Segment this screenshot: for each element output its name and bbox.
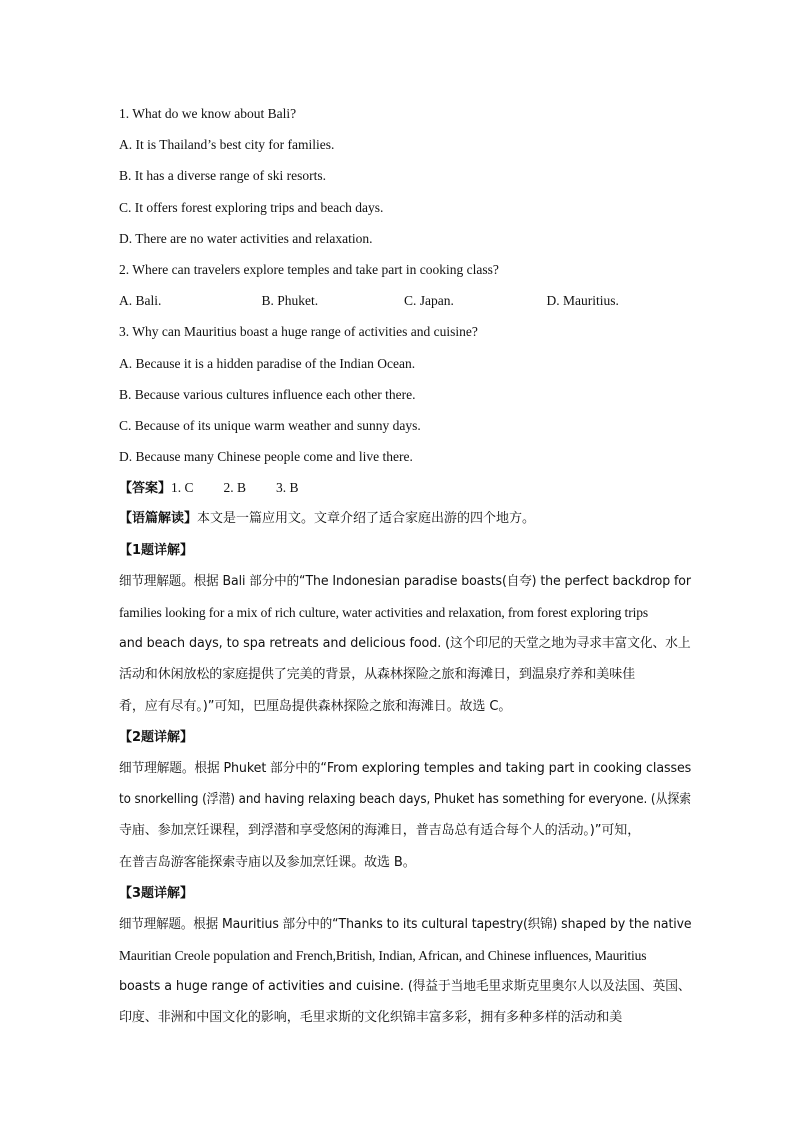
answer-item-2: 2. B xyxy=(223,480,247,496)
answer-item-1: 1. C xyxy=(171,480,194,496)
answer-label: 【答案】 xyxy=(119,481,172,497)
question-3-stem: 3. Why can Mauritius boast a huge range of activities and cuisine? xyxy=(119,324,478,340)
explanation-1-line-1: 细节理解题。根据 Bali 部分中的“The Indonesian paradise boasts(自夸) the perfect backdrop for xyxy=(119,573,691,589)
reading-line xyxy=(119,507,689,538)
explanation-2-line-4: 在普吉岛游客能探索寺庙以及参加烹饪课。故选 B。 xyxy=(119,854,416,870)
question-3-option-a: A. Because it is a hidden paradise of the Indian Ocean. xyxy=(119,355,416,371)
reading-label: 【语篇解读】 xyxy=(119,511,198,527)
question-2-option-a: A. Bali. xyxy=(119,293,162,309)
answer-item-3: 3. B xyxy=(276,480,299,496)
explanation-1-line-5: 肴，应有尽有。)”可知，巴厘岛提供森林探险之旅和海滩日。故选 C。 xyxy=(119,698,512,714)
question-1-option-d: D. There are no water activities and relaxation. xyxy=(119,230,373,246)
question-3-option-d: D. Because many Chinese people come and live there. xyxy=(119,449,413,465)
explanation-1-heading: 【1题详解】 xyxy=(119,542,194,558)
explanation-2-line-2: to snorkelling (浮潜) and having relaxing beach days, Phuket has something for everyone. (从探索 xyxy=(119,792,692,808)
explanation-1-line-3: and beach days, to spa retreats and delicious food. (这个印尼的天堂之地为寻求丰富文化、水上 xyxy=(119,636,691,652)
document-content xyxy=(119,102,692,1038)
explanation-3-line-4: 印度、非洲和中国文化的影响，毛里求斯的文化织锦丰富多彩，拥有多种多样的活动和美 xyxy=(119,1010,623,1026)
answer-line xyxy=(119,476,689,507)
question-1-option-b: B. It has a diverse range of ski resorts. xyxy=(119,168,326,184)
question-2-option-d: D. Mauritius. xyxy=(546,293,619,309)
reading-text: 本文是一篇应用文。文章介绍了适合家庭出游的四个地方。 xyxy=(197,511,536,527)
explanation-1-line-2: families looking for a mix of rich culture, water activities and relaxation, from forest exploring trips xyxy=(119,605,649,620)
question-1-option-c: C. It offers forest exploring trips and beach days. xyxy=(119,199,384,215)
explanation-3-line-3: boasts a huge range of activities and cuisine. (得益于当地毛里求斯克里奥尔人以及法国、英国、 xyxy=(119,979,691,995)
explanation-2-heading: 【2题详解】 xyxy=(119,729,194,745)
question-3-option-b: B. Because various cultures influence each other there. xyxy=(119,386,416,402)
question-2-option-b: B. Phuket. xyxy=(261,293,319,309)
question-2-options xyxy=(119,289,689,320)
explanation-1-line-4: 活动和休闲放松的家庭提供了完美的背景，从森林探险之旅和海滩日，到温泉疗养和美味佳 xyxy=(119,667,636,683)
explanation-3-line-2: Mauritian Creole population and French,British, Indian, African, and Chinese influences, Mauritius xyxy=(119,948,647,964)
explanation-2-line-1: 细节理解题。根据 Phuket 部分中的“From exploring temples and taking part in cooking classes xyxy=(119,760,692,776)
explanation-3-heading: 【3题详解】 xyxy=(119,885,194,901)
explanation-3-line-1: 细节理解题。根据 Mauritius 部分中的“Thanks to its cultural tapestry(织锦) shaped by the native xyxy=(119,916,692,932)
question-2-stem: 2. Where can travelers explore temples and take part in cooking class? xyxy=(119,261,499,277)
question-1-stem: 1. What do we know about Bali? xyxy=(119,106,297,121)
question-2-option-c: C. Japan. xyxy=(404,293,454,309)
question-3-option-c: C. Because of its unique warm weather and sunny days. xyxy=(119,417,421,433)
question-1-option-a: A. It is Thailand’s best city for families. xyxy=(119,137,335,153)
explanation-2-line-3: 寺庙、参加烹饪课程，到浮潜和享受悠闲的海滩日，普吉岛总有适合每个人的活动。)”可知， xyxy=(119,823,641,839)
